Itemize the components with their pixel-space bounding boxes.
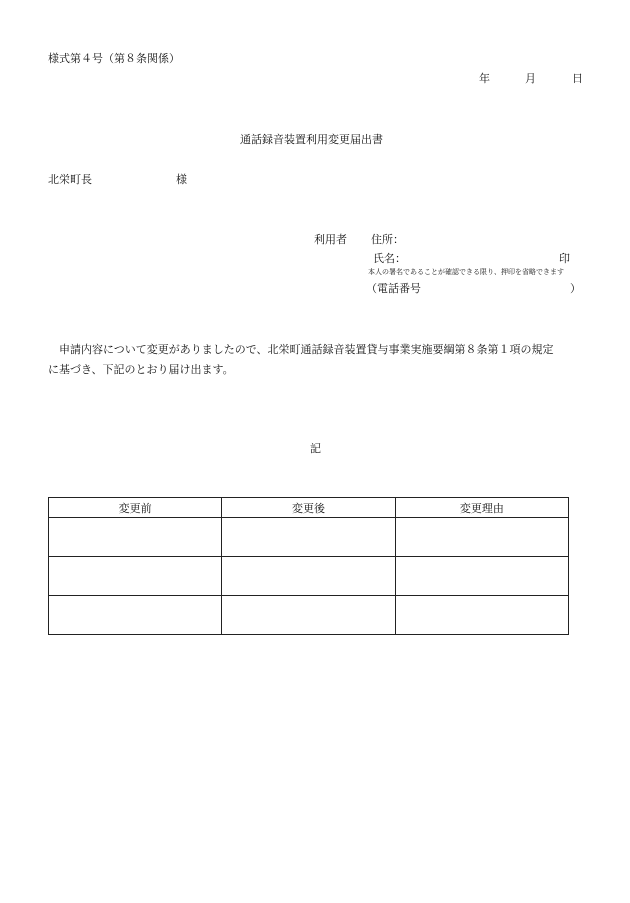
change-table xyxy=(48,497,569,635)
body-line-2: に基づき、下記のとおり届け出ます。 xyxy=(48,363,234,376)
addressee-name: 北栄町長 xyxy=(48,173,92,186)
table-row xyxy=(49,557,569,596)
header-change-reason: 変更理由 xyxy=(395,498,568,518)
header-after-change: 変更後 xyxy=(222,498,395,518)
cell-after[interactable] xyxy=(222,557,395,596)
cell-reason[interactable] xyxy=(395,596,568,635)
cell-before[interactable] xyxy=(49,518,222,557)
addressee-honorific: 様 xyxy=(176,173,187,186)
date-month-label: 月 xyxy=(525,72,536,85)
cell-reason[interactable] xyxy=(395,518,568,557)
ki-heading: 記 xyxy=(310,442,321,455)
form-number: 様式第４号（第８条関係） xyxy=(48,52,180,65)
seal-omission-note: 本人の署名であることが確認できる限り、押印を省略できます xyxy=(368,268,564,276)
document-title: 通話録音装置利用変更届出書 xyxy=(240,133,383,146)
date-year-label: 年 xyxy=(479,72,490,85)
cell-before[interactable] xyxy=(49,557,222,596)
phone-label: （電話番号 xyxy=(366,282,421,295)
table-header-row xyxy=(49,498,569,518)
address-label: 住所： xyxy=(371,233,404,246)
date-day-label: 日 xyxy=(572,72,583,85)
header-before-change: 変更前 xyxy=(49,498,222,518)
seal-mark: 印 xyxy=(559,252,570,265)
name-label: 氏名： xyxy=(373,252,406,265)
cell-after[interactable] xyxy=(222,596,395,635)
table-row xyxy=(49,596,569,635)
body-line-1: 申請内容について変更がありましたので、北栄町通話録音装置貸与事業実施要綱第８条第１項の規定 xyxy=(59,343,554,356)
cell-reason[interactable] xyxy=(395,557,568,596)
applicant-role-label: 利用者 xyxy=(314,233,347,246)
table-row xyxy=(49,518,569,557)
cell-before[interactable] xyxy=(49,596,222,635)
phone-close-paren: ） xyxy=(570,282,581,295)
cell-after[interactable] xyxy=(222,518,395,557)
